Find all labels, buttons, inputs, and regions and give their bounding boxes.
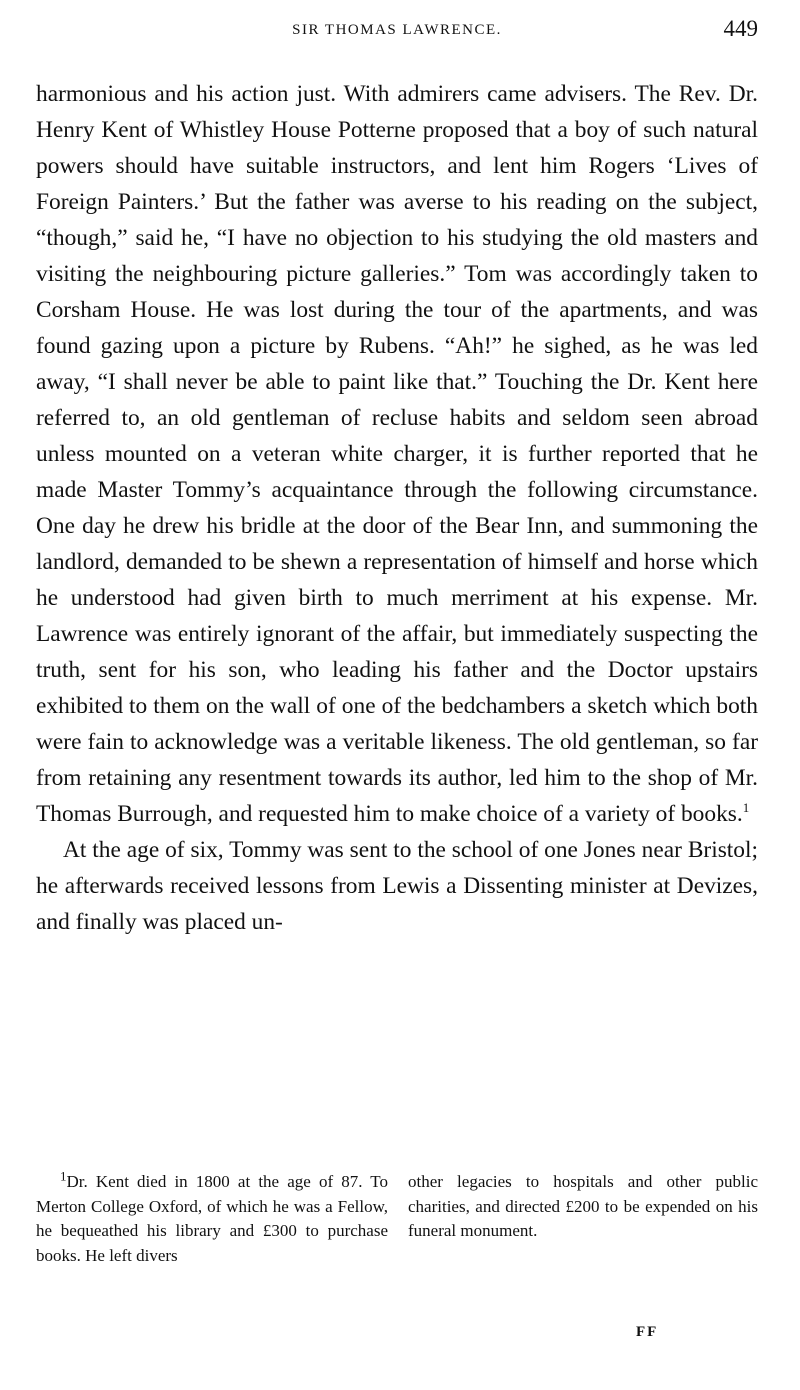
body-text — [36, 76, 758, 940]
paragraph-2: At the age of six, Tommy was sent to the school of one Jones near Bristol; he afterwards received lessons from Lewis a Dissenting minister at Devizes, and finally was placed un- — [36, 837, 758, 935]
book-page — [36, 14, 758, 1374]
paragraph-1 — [36, 76, 758, 832]
page-number: 449 — [723, 16, 758, 41]
paragraph-1-text: harmonious and his action just. With admirers came advisers. The Rev. Dr. Henry Kent of Whistley House Potterne proposed that a boy of such natural powers should have suitable instructors, and lent him Rogers ‘Lives of Foreign Painters.’ But the father was averse to his reading on the subject, “though,” said he, “I have no objection to his studying the old masters and visiting the neighbouring picture galleries.” Tom was accordingly taken to Corsham House. He was lost during the tour of the apartments, and was found gazing upon a picture by Rubens. “Ah!” he sighed, as he was led away, “I shall never be able to paint like that.” Touching the Dr. Kent here referred to, an old gentleman of recluse habits and seldom seen abroad unless mounted on a veteran white charger, it is further reported that he made Master Tommy’s acquaintance through the following circumstance. One day he drew his bridle at the door of the Bear Inn, and summoning the landlord, demanded to be shewn a representation of himself and horse which he understood had given birth to much merriment at his expense. Mr. Lawrence was entirely ignorant of the affair, but immediately suspecting the truth, sent for his son, who leading his father and the Doctor upstairs exhibited to them on the wall of one of the bedchambers a sketch which both were fain to acknowledge was a veritable likeness. The old gentleman, so far from retaining any resentment towards its author, led him to the shop of Mr. Thomas Burrough, and requested him to make choice of a variety of books. — [36, 81, 758, 827]
running-head — [36, 14, 758, 54]
footnote-column-1-text: Dr. Kent died in 1800 at the age of 87. To Merton College Oxford, of which he was a Fellow, he bequeathed his library and £300 to purchase books. He left divers — [36, 1172, 388, 1265]
footnote-marker: 1 — [60, 1168, 67, 1184]
footnote-reference: 1 — [742, 800, 750, 816]
footnotes — [36, 1170, 758, 1268]
running-title: SIR THOMAS LAWRENCE. — [292, 22, 502, 38]
footnote-column-2: other legacies to hospitals and other public charities, and directed £200 to be expended on his funeral monument. — [408, 1172, 758, 1240]
signature-mark: FF — [636, 1324, 659, 1340]
footnote-column-1 — [36, 1170, 388, 1268]
